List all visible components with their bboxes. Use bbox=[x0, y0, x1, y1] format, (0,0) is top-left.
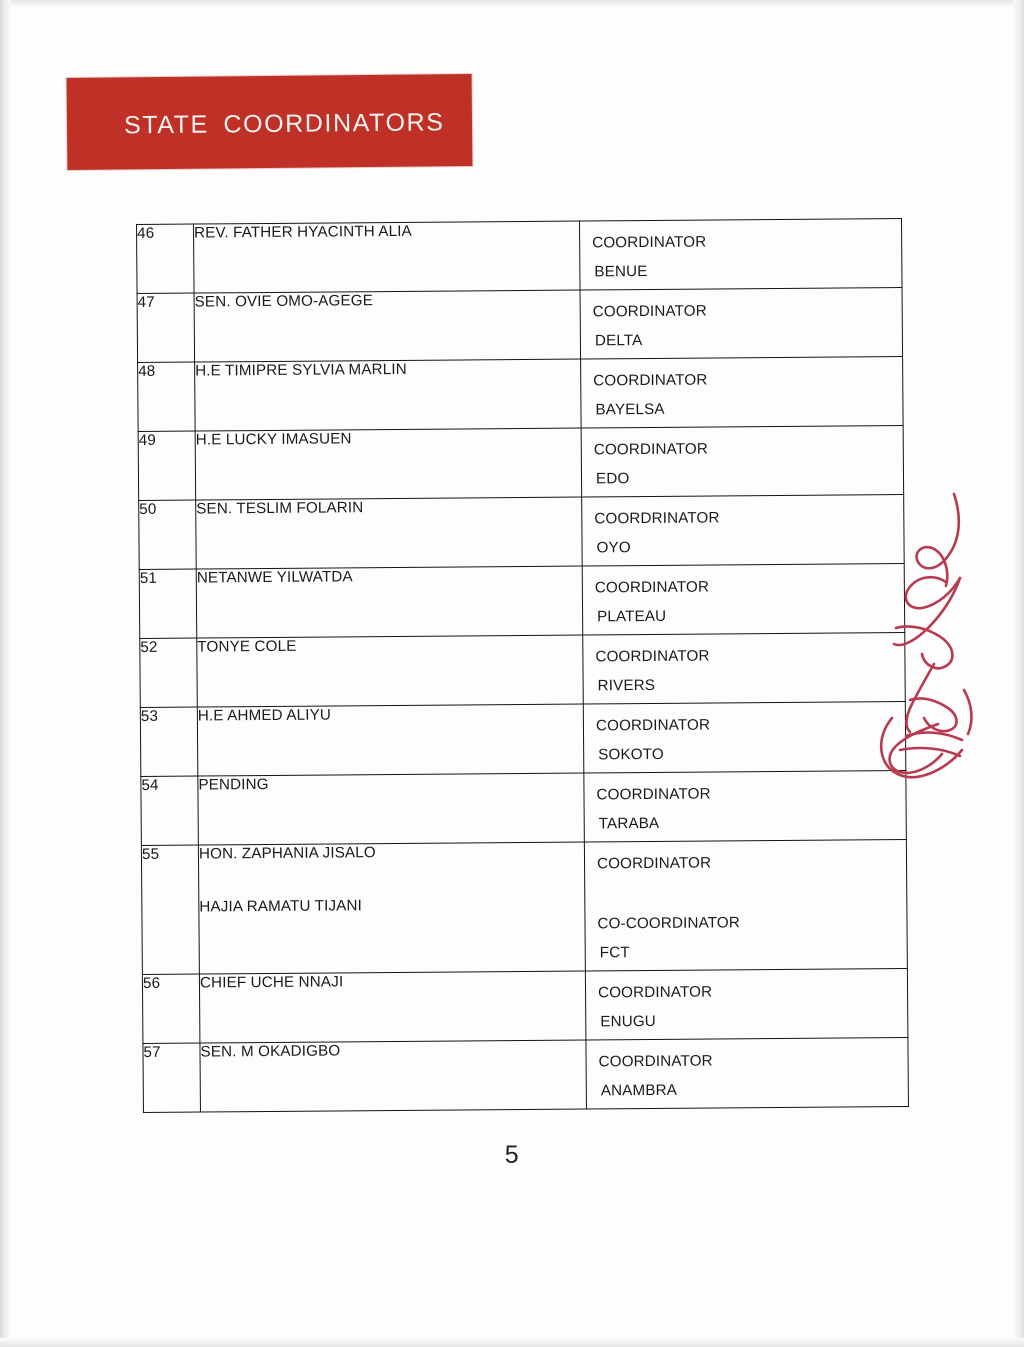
role-state-group bbox=[582, 426, 904, 497]
row-number: 50 bbox=[139, 500, 157, 518]
table-row bbox=[139, 563, 905, 638]
role-title: COORDINATOR bbox=[593, 371, 708, 390]
row-number-cell bbox=[137, 293, 195, 362]
coordinator-name: HON. ZAPHANIA JISALO bbox=[198, 844, 376, 863]
role-title: COORDINATOR bbox=[596, 854, 712, 873]
table-row bbox=[141, 770, 907, 845]
coordinator-name-cell bbox=[194, 221, 581, 293]
co-role-title: CO-COORDINATOR bbox=[597, 913, 741, 933]
coordinator-name: H.E LUCKY IMASUEN bbox=[195, 430, 352, 449]
coordinator-name-cell bbox=[197, 704, 584, 776]
table-row bbox=[140, 632, 906, 707]
coordinator-name-cell bbox=[194, 290, 581, 362]
state-name: BENUE bbox=[594, 263, 648, 281]
state-name: EDO bbox=[595, 470, 630, 488]
role-state-cell bbox=[586, 1037, 909, 1109]
coordinator-name: H.E TIMIPRE SYLVIA MARLIN bbox=[195, 360, 407, 380]
table-row bbox=[138, 356, 904, 431]
coordinator-name: PENDING bbox=[198, 775, 269, 794]
row-number: 46 bbox=[137, 224, 155, 242]
table-row bbox=[141, 839, 907, 974]
row-number: 52 bbox=[140, 638, 158, 656]
row-number: 51 bbox=[139, 569, 158, 587]
row-number-cell bbox=[138, 362, 196, 431]
table-row bbox=[138, 425, 904, 500]
role-state-cell bbox=[582, 563, 905, 635]
row-number-cell bbox=[143, 1043, 201, 1112]
role-state-cell bbox=[583, 701, 906, 773]
role-title: COORDINATOR bbox=[592, 302, 707, 321]
role-state-group bbox=[584, 702, 906, 773]
row-number: 55 bbox=[141, 845, 160, 863]
role-title: COORDINATOR bbox=[592, 233, 707, 252]
role-state-group bbox=[582, 495, 904, 566]
row-number-cell bbox=[139, 569, 197, 638]
role-title: COORDINATOR bbox=[595, 716, 711, 735]
role-title: COORDINATOR bbox=[597, 983, 713, 1002]
coordinator-name-cell bbox=[198, 842, 585, 974]
table-row bbox=[143, 1037, 909, 1112]
role-state-group bbox=[581, 288, 903, 359]
row-number: 54 bbox=[141, 776, 159, 794]
coordinator-name: SEN. M OKADIGBO bbox=[200, 1042, 341, 1061]
scan-edge-top bbox=[0, 0, 1024, 7]
coordinator-name: SEN. OVIE OMO-AGEGE bbox=[194, 292, 374, 311]
coordinator-name-cell bbox=[200, 1040, 587, 1112]
row-number: 53 bbox=[140, 707, 159, 725]
table-row bbox=[137, 218, 903, 293]
role-state-group bbox=[583, 564, 905, 635]
row-number-cell bbox=[141, 845, 199, 974]
role-state-cell bbox=[584, 839, 907, 971]
table-body bbox=[137, 218, 909, 1112]
state-name: PLATEAU bbox=[597, 608, 667, 626]
table-row bbox=[142, 968, 908, 1043]
scan-edge-bottom bbox=[0, 1338, 1024, 1347]
state-name: ANAMBRA bbox=[600, 1082, 678, 1100]
role-state-group bbox=[584, 771, 906, 842]
role-state-cell bbox=[582, 494, 905, 566]
state-name: DELTA bbox=[594, 332, 643, 350]
coordinator-name: NETANWE YILWATDA bbox=[196, 568, 353, 587]
role-state-group bbox=[586, 969, 908, 1040]
row-number-cell bbox=[142, 974, 200, 1043]
row-number-cell bbox=[140, 638, 198, 707]
row-number: 48 bbox=[138, 362, 156, 380]
title-banner bbox=[67, 74, 473, 170]
role-title: COORDINATOR bbox=[596, 785, 711, 804]
coordinator-name-cell bbox=[199, 971, 586, 1043]
page-title: STATE COORDINATORS bbox=[123, 108, 445, 140]
role-state-cell bbox=[581, 425, 904, 497]
coordinator-name-cell bbox=[198, 773, 585, 845]
role-state-group bbox=[586, 1038, 908, 1109]
role-state-cell bbox=[580, 287, 903, 359]
role-title: COORDINATOR bbox=[593, 440, 709, 459]
coordinator-name-cell bbox=[196, 497, 583, 569]
state-name: RIVERS bbox=[597, 677, 656, 695]
role-state-cell bbox=[584, 770, 907, 842]
coordinators-table bbox=[136, 218, 909, 1113]
role-state-cell bbox=[583, 632, 906, 704]
page-number: 5 bbox=[504, 1141, 520, 1169]
row-number: 47 bbox=[137, 293, 155, 311]
role-state-group bbox=[580, 219, 902, 290]
row-number: 49 bbox=[138, 431, 156, 449]
role-state-group bbox=[581, 357, 903, 428]
role-title: COORDINATOR bbox=[595, 647, 710, 666]
state-name: TARABA bbox=[598, 815, 660, 833]
table-row bbox=[139, 494, 905, 569]
coordinator-name-cell bbox=[196, 566, 583, 638]
role-state-cell bbox=[585, 968, 908, 1040]
coordinator-name-cell bbox=[195, 428, 582, 500]
co-coordinator-name: HAJIA RAMATU TIJANI bbox=[199, 897, 363, 916]
row-number: 56 bbox=[142, 974, 161, 992]
row-number-cell bbox=[140, 707, 198, 776]
state-name: SOKOTO bbox=[598, 746, 664, 764]
role-state-cell bbox=[581, 356, 904, 428]
table-row bbox=[140, 701, 906, 776]
role-title: COORDRINATOR bbox=[594, 509, 720, 528]
table-row bbox=[137, 287, 903, 362]
coordinator-name: H.E AHMED ALIYU bbox=[197, 706, 332, 725]
role-state-group bbox=[583, 633, 905, 704]
state-name: ENUGU bbox=[600, 1013, 656, 1031]
coordinator-name: SEN. TESLIM FOLARIN bbox=[196, 499, 364, 518]
row-number-cell bbox=[138, 431, 196, 500]
role-title: COORDINATOR bbox=[598, 1052, 713, 1071]
coordinator-name-cell bbox=[197, 635, 584, 707]
state-name: FCT bbox=[599, 944, 630, 962]
row-number-cell bbox=[141, 776, 199, 845]
coordinator-name: CHIEF UCHE NNAJI bbox=[199, 973, 344, 992]
state-name: BAYELSA bbox=[595, 401, 665, 419]
coordinator-name: TONYE COLE bbox=[197, 637, 297, 656]
role-state-group bbox=[585, 840, 907, 971]
coordinator-name-cell bbox=[195, 359, 582, 431]
coordinator-name: REV. FATHER HYACINTH ALIA bbox=[194, 222, 412, 242]
row-number-cell bbox=[139, 500, 197, 569]
coordinators-table-container bbox=[136, 218, 911, 1113]
role-title: COORDINATOR bbox=[594, 578, 710, 597]
row-number: 57 bbox=[143, 1043, 161, 1061]
row-number-cell bbox=[137, 224, 195, 293]
state-name: OYO bbox=[596, 539, 631, 557]
role-state-cell bbox=[579, 218, 902, 290]
